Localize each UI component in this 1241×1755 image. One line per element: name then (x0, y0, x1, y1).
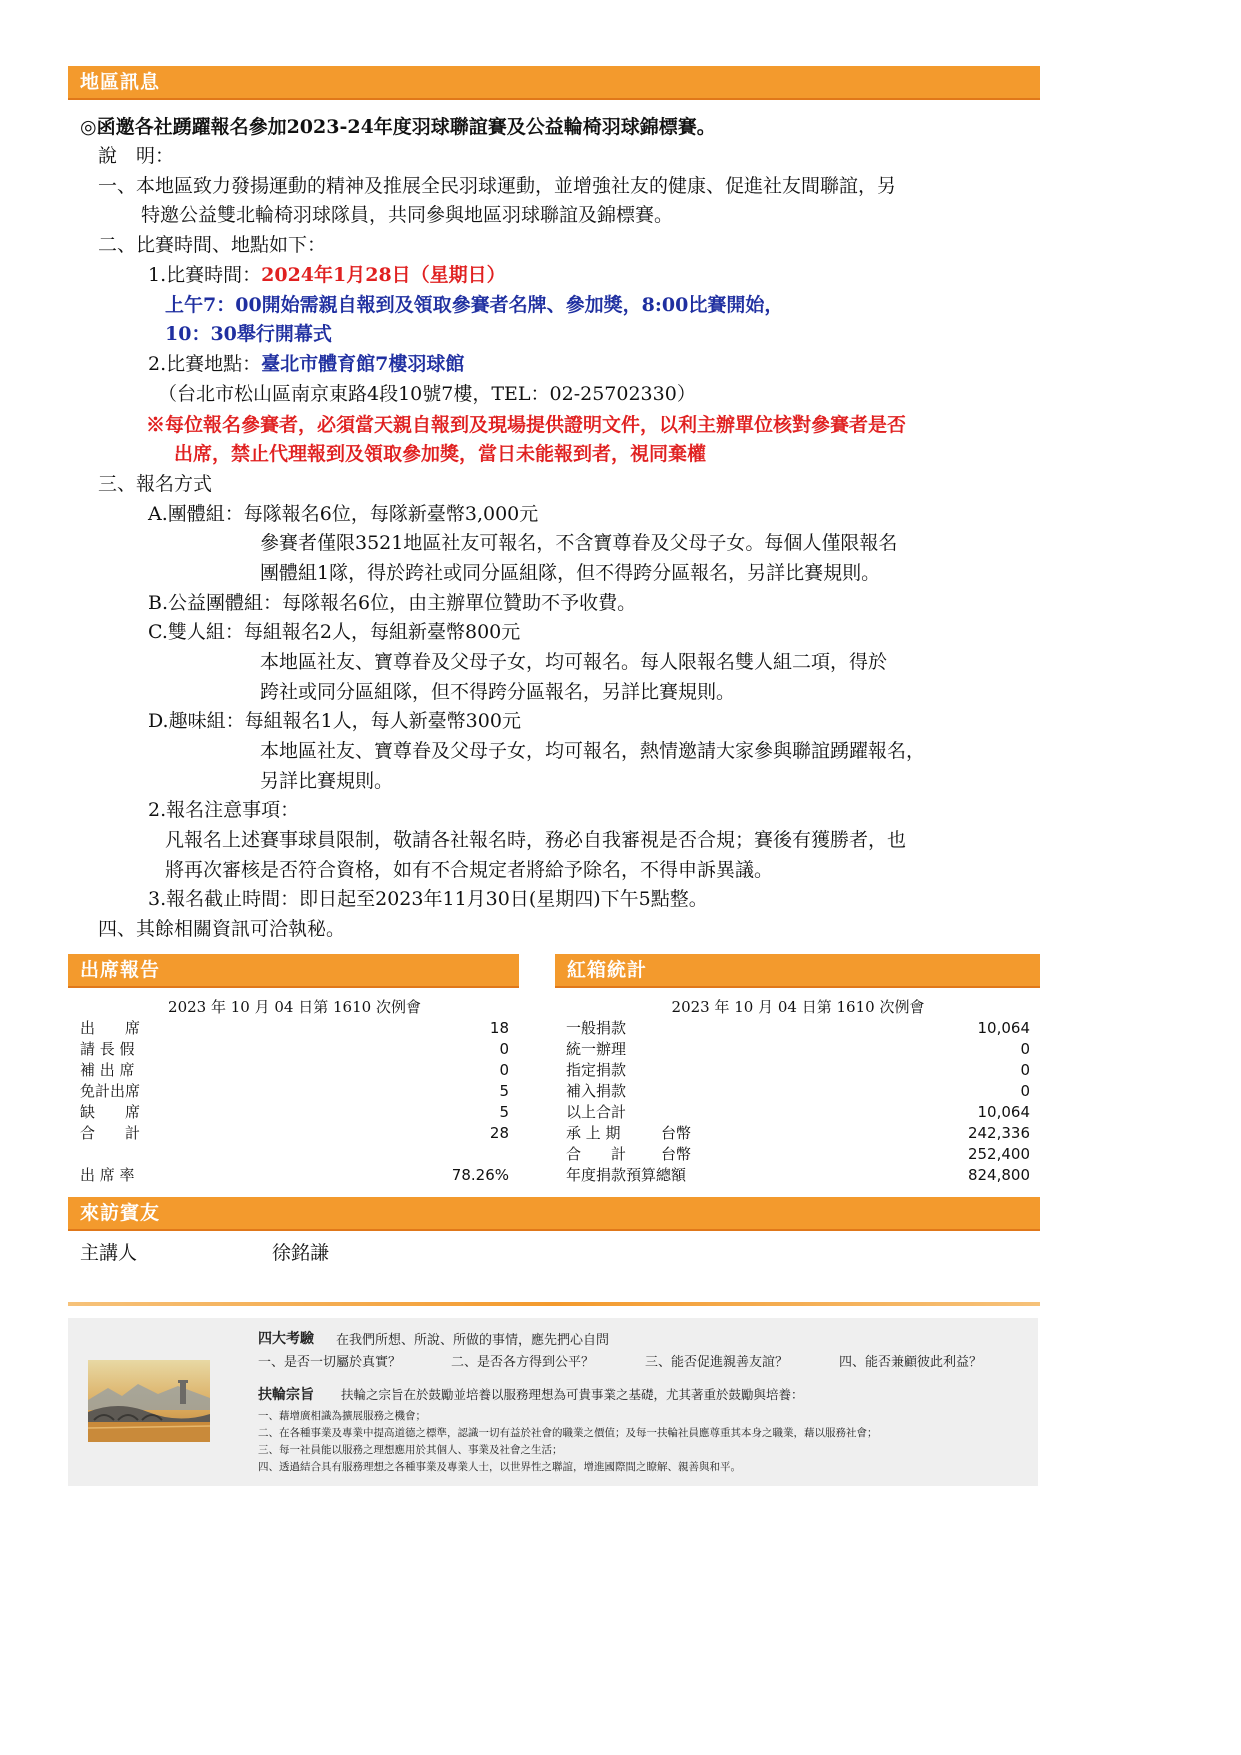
four-way-q4: 四、能否兼顧彼此利益？ (839, 1355, 983, 1370)
group-c-line1: C.雙人組：每組報名2人，每組新臺幣800元 (148, 621, 521, 643)
redbox-stat-value: 0 (1020, 1082, 1030, 1100)
redbox-stat-label: 統一辦理 (566, 1040, 627, 1058)
group-a-line3: 團體組1隊，得於跨社或同分區組隊，但不得跨分區報名，另詳比賽規則。 (260, 562, 881, 584)
match-place-label: 2.比賽地點： (148, 353, 262, 375)
attendance-stat-value: 28 (489, 1124, 509, 1142)
redbox-stat-label: 一般捐款 (566, 1019, 627, 1037)
rotary-object-3: 三、每一社員能以服務之理想應用於其個人、事業及社會之生活； (258, 1444, 563, 1456)
group-d-line3: 另詳比賽規則。 (260, 770, 394, 792)
group-d-line2: 本地區社友、寶尊眷及父母子女，均可報名，熱情邀請大家參與聯誼踴躍報名， (260, 740, 926, 762)
four-way-q1: 一、是否一切屬於真實？ (258, 1355, 402, 1370)
match-place (148, 349, 464, 379)
note-line2: 將再次審核是否符合資格，如有不合規定者將給予除名，不得申訴異議。 (165, 859, 774, 881)
attendance-stat-row (80, 1018, 509, 1039)
attendance-rate-label: 出 席 率 (80, 1166, 135, 1184)
four-way-title: 四大考驗 (258, 1331, 314, 1347)
attendance-stat-value: 5 (499, 1082, 509, 1100)
attendance-stat-label: 請 長 假 (80, 1040, 135, 1058)
notice-intro: 說 明： (98, 145, 175, 167)
four-way-q3: 三、能否促進親善友誼？ (645, 1355, 789, 1370)
section-header-visitors: 來訪賓友 (68, 1197, 1040, 1231)
notice-p4: 四、其餘相關資訊可洽執秘。 (98, 918, 346, 940)
attendance-meeting: 2023 年 10 月 04 日第 1610 次例會 (168, 998, 421, 1016)
visitor-role: 主講人 (80, 1242, 138, 1264)
redbox-stat-value: 10,064 (977, 1019, 1030, 1037)
bridge-landscape-image (88, 1360, 210, 1442)
redbox-stat-value: 10,064 (977, 1103, 1030, 1121)
section-header-redbox: 紅箱統計 (555, 954, 1040, 988)
warning-line2: 出席，禁止代理報到及領取參加獎，當日未能報到者，視同棄權 (174, 443, 707, 465)
redbox-stat-label: 以上合計 (566, 1103, 627, 1121)
rotary-object-subtitle: 扶輪之宗旨在於鼓勵並培養以服務理想為可貴事業之基礎，尤其著重於鼓勵與培養： (341, 1387, 804, 1402)
attendance-stat-label: 補 出 席 (80, 1061, 135, 1079)
attendance-stat-row (80, 1123, 509, 1144)
four-way-q2: 二、是否各方得到公平？ (451, 1355, 595, 1370)
group-b-line1: B.公益團體組：每隊報名6位，由主辦單位贊助不予收費。 (148, 592, 637, 614)
redbox-stat-row (566, 1123, 1030, 1144)
group-c-line2: 本地區社友、寶尊眷及父母子女，均可報名。每人限報名雙人組二項，得於 (260, 651, 888, 673)
match-place-address: （台北市松山區南京東路4段10號7樓，TEL：02-25702330） (158, 383, 696, 405)
match-time-label: 1.比賽時間： (148, 264, 262, 286)
attendance-rate-row (80, 1165, 509, 1186)
match-time (148, 260, 506, 290)
attendance-stat-row (80, 1039, 509, 1060)
redbox-stat-label: 合 計 (566, 1145, 627, 1163)
rotary-object-4: 四、透過結合具有服務理想之各種事業及專業人士，以世界性之聯誼，增進國際間之瞭解、親善與和平。 (258, 1461, 741, 1473)
attendance-stat-value: 5 (499, 1103, 509, 1121)
redbox-stat-currency: 台幣 (661, 1145, 692, 1163)
note-line1: 凡報名上述賽事球員限制，敬請各社報名時，務必自我審視是否合規；賽後有獲勝者，也 (165, 829, 907, 851)
attendance-stat-value: 18 (489, 1019, 509, 1037)
redbox-stat-row (566, 1102, 1030, 1123)
redbox-stat-label: 補入捐款 (566, 1082, 627, 1100)
attendance-stat-label: 缺 席 (80, 1103, 141, 1121)
attendance-rate-value: 78.26% (451, 1166, 509, 1184)
redbox-stat-value: 252,400 (967, 1145, 1030, 1163)
redbox-stat-row (566, 1081, 1030, 1102)
notice-p2: 二、比賽時間、地點如下： (98, 234, 327, 256)
match-time-detail1: 上午7：00開始需親自報到及領取參賽者名牌、參加獎，8:00比賽開始， (165, 294, 784, 316)
attendance-stat-label: 免計出席 (80, 1082, 141, 1100)
attendance-stat-value: 0 (499, 1061, 509, 1079)
redbox-stat-currency: 台幣 (661, 1124, 692, 1142)
footer-divider (68, 1302, 1040, 1306)
match-time-detail2: 10：30舉行開幕式 (165, 323, 332, 345)
section-header-attendance: 出席報告 (68, 954, 519, 988)
notice-headline: ◎函邀各社踴躍報名參加2023-24年度羽球聯誼賽及公益輪椅羽球錦標賽。 (80, 116, 716, 138)
redbox-stat-label: 指定捐款 (566, 1061, 627, 1079)
rotary-object-1: 一、藉增廣相識為擴展服務之機會； (258, 1410, 426, 1422)
group-d-line1: D.趣味組：每組報名1人，每人新臺幣300元 (148, 710, 521, 732)
attendance-stat-label: 出 席 (80, 1019, 141, 1037)
match-place-value: 臺北市體育館7樓羽球館 (261, 353, 465, 375)
match-time-value: 2024年1月28日（星期日） (261, 264, 506, 286)
redbox-stat-value: 0 (1020, 1061, 1030, 1079)
redbox-stat-value: 242,336 (967, 1124, 1030, 1142)
note-label: 2.報名注意事項： (148, 799, 300, 821)
notice-p1-line1: 一、本地區致力發揚運動的精神及推展全民羽球運動，並增強社友的健康、促進社友間聯誼，另 (98, 175, 897, 197)
deadline: 3.報名截止時間：即日起至2023年11月30日(星期四)下午5點整。 (148, 888, 708, 910)
visitor-name: 徐銘謙 (272, 1242, 330, 1264)
group-a-line1: A.團體組：每隊報名6位，每隊新臺幣3,000元 (148, 503, 539, 525)
notice-p3: 三、報名方式 (98, 473, 213, 495)
notice-p1-line2: 特邀公益雙北輪椅羽球隊員，共同參與地區羽球聯誼及錦標賽。 (141, 204, 674, 226)
attendance-stat-row (80, 1102, 509, 1123)
warning-line1: ※每位報名參賽者，必須當天親自報到及現場提供證明文件，以利主辦單位核對參賽者是否 (146, 414, 907, 436)
redbox-report (566, 996, 1030, 1186)
redbox-stat-value: 0 (1020, 1040, 1030, 1058)
four-way-subtitle: 在我們所想、所說、所做的事情，應先捫心自問 (336, 1333, 610, 1348)
redbox-stat-row (566, 1018, 1030, 1039)
redbox-stat-row (566, 1060, 1030, 1081)
rotary-footer (68, 1318, 1038, 1486)
redbox-stat-row (566, 1144, 1030, 1165)
attendance-stat-label: 合 計 (80, 1124, 141, 1142)
group-c-line3: 跨社或同分區組隊，但不得跨分區報名，另詳比賽規則。 (260, 681, 736, 703)
rotary-object-title: 扶輪宗旨 (258, 1387, 314, 1403)
attendance-report (80, 996, 509, 1186)
attendance-stat-row (80, 1081, 509, 1102)
redbox-stat-row (566, 1165, 1030, 1186)
section-header-district: 地區訊息 (68, 66, 1040, 100)
redbox-stat-label: 年度捐款預算總額 (566, 1166, 687, 1184)
redbox-stat-value: 824,800 (967, 1166, 1030, 1184)
redbox-stat-label: 承 上 期 (566, 1124, 621, 1142)
redbox-meeting: 2023 年 10 月 04 日第 1610 次例會 (671, 998, 925, 1016)
group-a-line2: 參賽者僅限3521地區社友可報名，不含寶尊眷及父母子女。每個人僅限報名 (260, 532, 898, 554)
rotary-object-2: 二、在各種事業及專業中提高道德之標準，認識一切有益於社會的職業之價值；及每一扶輪社員應尊重其本身之職業，藉以服務社會； (258, 1427, 878, 1439)
attendance-stat-value: 0 (499, 1040, 509, 1058)
attendance-stat-row (80, 1060, 509, 1081)
redbox-stat-row (566, 1039, 1030, 1060)
